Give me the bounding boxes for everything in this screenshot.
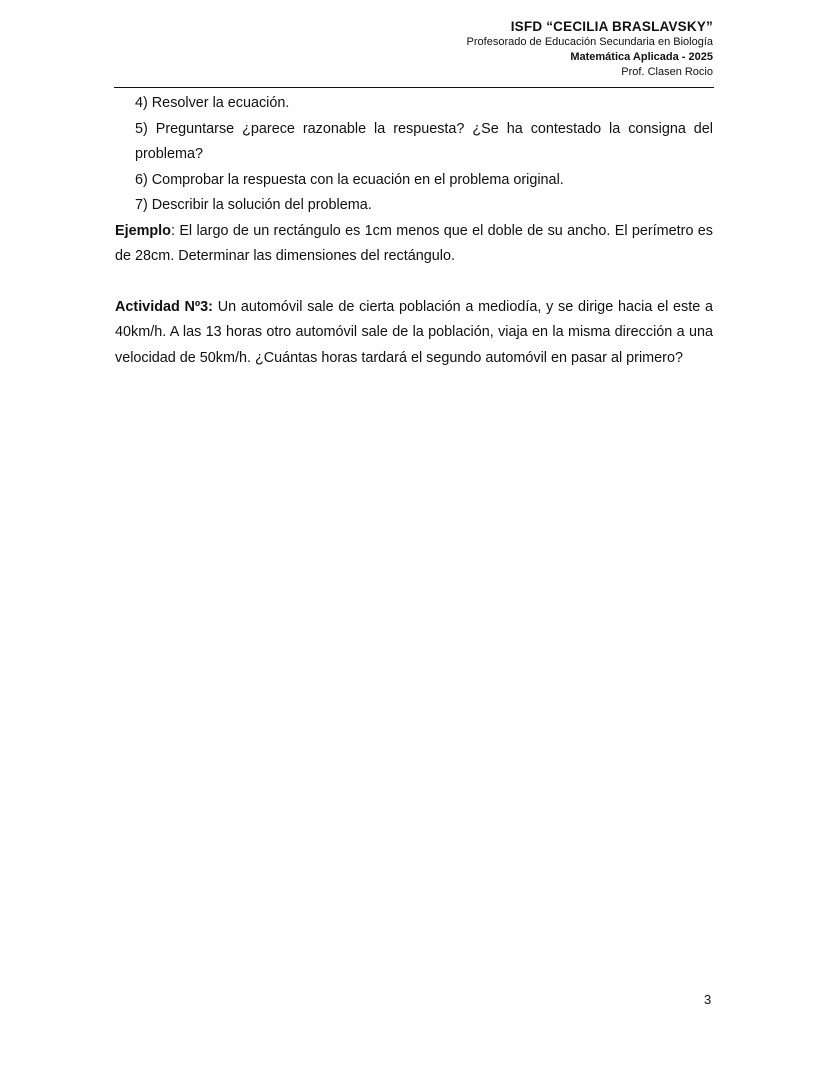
- step-7: 7) Describir la solución del problema.: [135, 197, 372, 213]
- step-6: 6) Comprobar la respuesta con la ecuación en el problema original.: [135, 171, 564, 188]
- header-divider: [114, 87, 714, 88]
- example-text: : El largo de un rectángulo es 1cm menos que el doble de su ancho. El perímetro es de 28cm. Determinar las dimensiones del rectángulo.: [115, 222, 713, 264]
- professor-name: Prof. Clasen Rocio: [621, 66, 713, 78]
- course-name: Matemática Aplicada - 2025: [570, 51, 713, 63]
- step-5: 5) Preguntarse ¿parece razonable la respuesta? ¿Se ha contestado la consigna del problema?: [135, 120, 713, 162]
- institution-title: ISFD “CECILIA BRASLAVSKY”: [510, 19, 713, 34]
- page-content: [115, 91, 713, 371]
- page-header: [467, 18, 713, 80]
- spacer: [115, 270, 713, 295]
- activity-paragraph: [115, 295, 713, 372]
- step-4: 4) Resolver la ecuación.: [135, 95, 290, 111]
- example-label: Ejemplo: [115, 222, 171, 239]
- example-paragraph: [115, 219, 713, 270]
- activity-text: Un automóvil sale de cierta población a mediodía, y se dirige hacia el este a 40km/h. A las 13 horas otro automóvil sale de la población, viaja en la misma dirección a una velocidad de 50km/h. ¿Cuántas horas tardará el segundo automóvil en pasar al primero?: [115, 298, 713, 366]
- program-subtitle: Profesorado de Educación Secundaria en Biología: [466, 36, 713, 48]
- activity-label: Actividad Nº3:: [115, 298, 213, 315]
- page-number: 3: [704, 992, 712, 1007]
